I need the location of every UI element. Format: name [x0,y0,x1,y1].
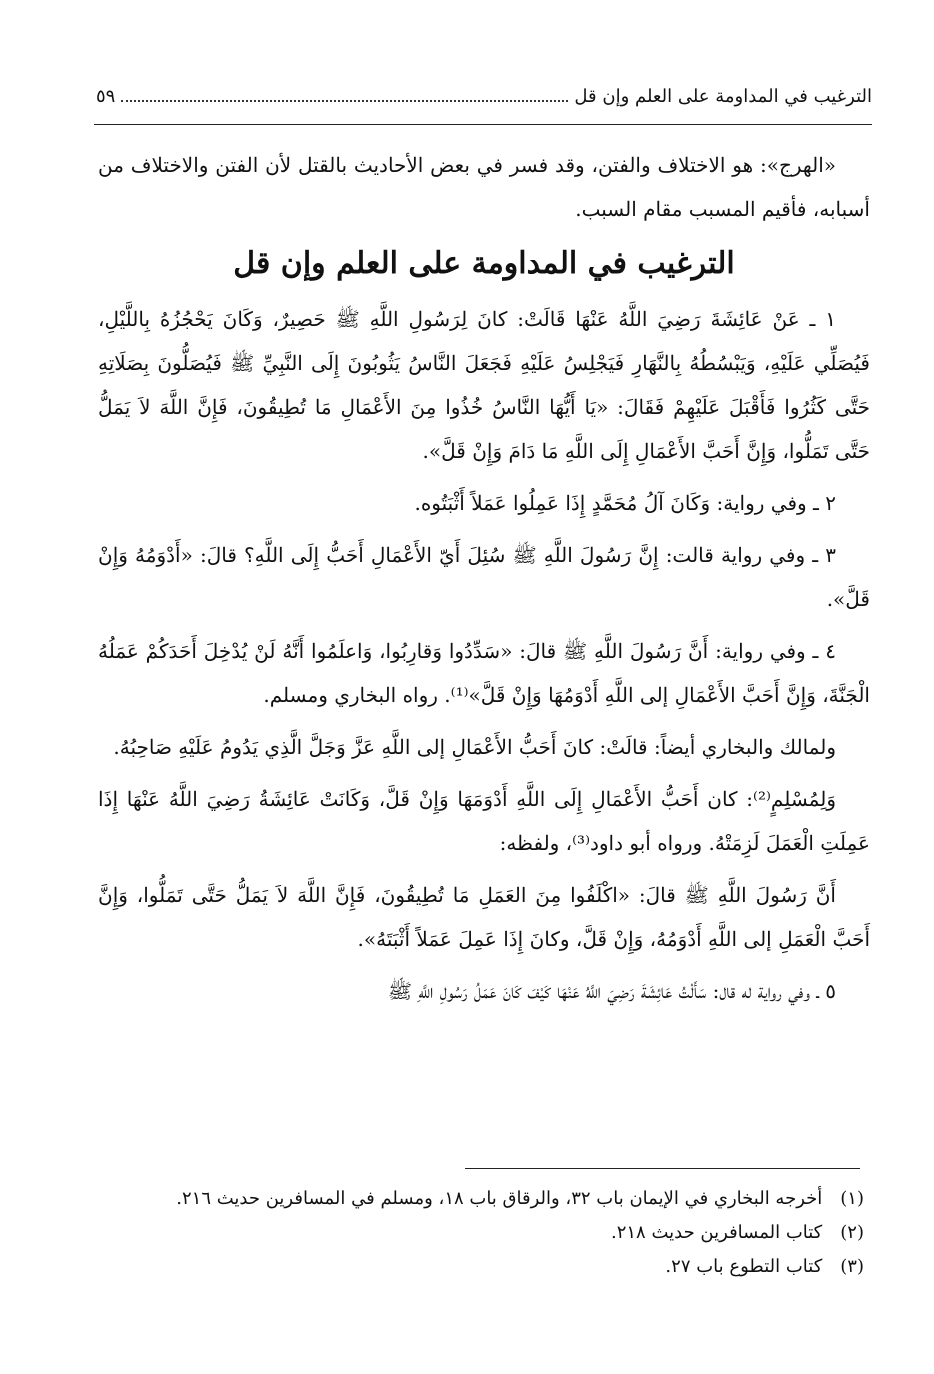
section-title: الترغيب في المداومة على العلم وإن قل [233,246,735,281]
footnote [98,1216,864,1250]
footnote-rule [465,1168,860,1169]
footnote-text: كتاب المسافرين حديث ٢١٨. [610,1222,823,1243]
hadith-paragraph-7: أَنَّ رَسُولَ اللَّهِ ﷺ قالَ: «اكْلَفُوا مِنَ العَمَلِ مَا تُطِيقُونَ، فَإِنَّ اللَّهَ لاَ يَمَلُّ حَتَّى تَمَلُّوا، وَإِنَّ أَحَبَّ الْعَمَلِ إلى اللَّهِ أَدْوَمُهُ، وَإِنْ قَلَّ، وكانَ إِذَا عَمِلَ عَمَلاً أَثْبَتَهُ». [98,883,870,951]
footnote-number: (٣) [840,1256,864,1277]
header-rule [94,124,872,125]
hadith-paragraph-6: وَلِمُسْلِمٍ⁽²⁾: كان أَحَبُّ الأَعْمَالِ إِلَى اللَّهِ أَدْوَمَهَا وَإِنْ قَلَّ، وَكَانَتْ عَائِشَةُ رَضِيَ اللَّهُ عَنْهَا إِذَا عَمِلَتِ الْعَمَلَ لَزِمَتْهُ. ورواه أبو داود⁽³⁾، ولفظه: [98,787,870,855]
footnote-number: (١) [840,1188,864,1209]
hadith-paragraph-8: ٥ ـ وفي رواية له قال: سَأَلْتُ عَائِشَةَ رَضِيَ اللَّهُ عَنْهَا كَيْفَ كَانَ عَمَلُ رَسُولِ اللَّهِ ﷺ [387,979,836,1003]
hadith-paragraph-2: ٢ ـ وفي رواية: وَكَانَ آلُ مُحَمَّدٍ إِذَا عَمِلُوا عَمَلاً أَثْبَتُوه. [414,491,836,515]
hadith-paragraph-3: ٣ ـ وفي رواية قالت: إِنَّ رَسُولَ اللَّهِ ﷺ سُئِلَ أَيّ الأَعْمَالِ أَحَبُّ إِلَى اللَّهِ؟ قالَ: «أَدْوَمُهُ وَإِنْ قَلَّ». [98,543,870,611]
hadith-paragraph-5: ولمالك والبخاري أيضاً: قالَتْ: كانَ أَحَبُّ الأَعْمَالِ إلى اللَّهِ عَزَّ وَجَلَّ الَّذِي يَدُومُ عَلَيْهِ صَاحِبُهُ. [113,735,836,759]
main-text [98,143,870,1021]
running-header [96,86,872,107]
footnote [98,1182,864,1216]
footnote-text: كتاب التطوع باب ٢٧. [665,1256,823,1277]
hadith-paragraph-4: ٤ ـ وفي رواية: أَنَّ رَسُولَ اللَّهِ ﷺ قالَ: «سَدِّدُوا وَقارِبُوا، وَاعلَمُوا أَنَّهُ لَنْ يُدْخِلَ أَحَدَكُمْ عَمَلُهُ الْجَنَّةَ، وَإِنَّ أَحَبَّ الأَعْمَالِ إلى اللَّهِ أَدْوَمُهَا وَإِنْ قَلَّ»⁽¹⁾. رواه البخاري ومسلم. [98,639,870,707]
running-title: الترغيب في المداومة على العلم وإن قل [574,86,872,107]
hadith-paragraph-1: ١ ـ عَنْ عَائِشَةَ رَضِيَ اللَّهُ عَنْهَا قَالَتْ: كانَ لِرَسُولِ اللَّهِ ﷺ حَصِيرٌ، وَكَانَ يَحْجُزُهُ بِاللَّيْلِ، فَيُصَلِّي عَلَيْهِ، وَيَبْسُطُهُ بِالنَّهَارِ فَيَجْلِسُ عَلَيْهِ فَجَعَلَ النَّاسُ يَثُوبُونَ إِلَى النَّبِيِّ ﷺ فَيُصَلُّونَ بِصَلَاتِهِ حَتَّى كَثُرُوا فَأَقْبَلَ عَلَيْهِمْ فَقَالَ: «يَا أَيُّهَا النَّاسُ خُذُوا مِنَ الأَعْمَالِ مَا تُطِيقُونَ، فَإِنَّ اللَّهَ لاَ يَمَلُّ حَتَّى تَمَلُّوا، وَإِنَّ أَحَبَّ الأَعْمَالِ إِلَى اللَّهِ مَا دَامَ وَإِنْ قَلَّ». [98,307,870,463]
footnote-text: أخرجه البخاري في الإيمان باب ٣٢، والرقاق باب ١٨، ومسلم في المسافرين حديث ٢١٦. [176,1188,823,1209]
page-number: ٥٩ [96,86,116,107]
footnotes [98,1182,864,1284]
footnote [98,1250,864,1284]
footnote-number: (٢) [840,1222,864,1243]
dot-leader [121,88,568,102]
intro-paragraph: «الهرج»: هو الاختلاف والفتن، وقد فسر في بعض الأحاديث بالقتل لأن الفتن والاختلاف من أسبابه، فأقيم المسبب مقام السبب. [98,153,870,221]
